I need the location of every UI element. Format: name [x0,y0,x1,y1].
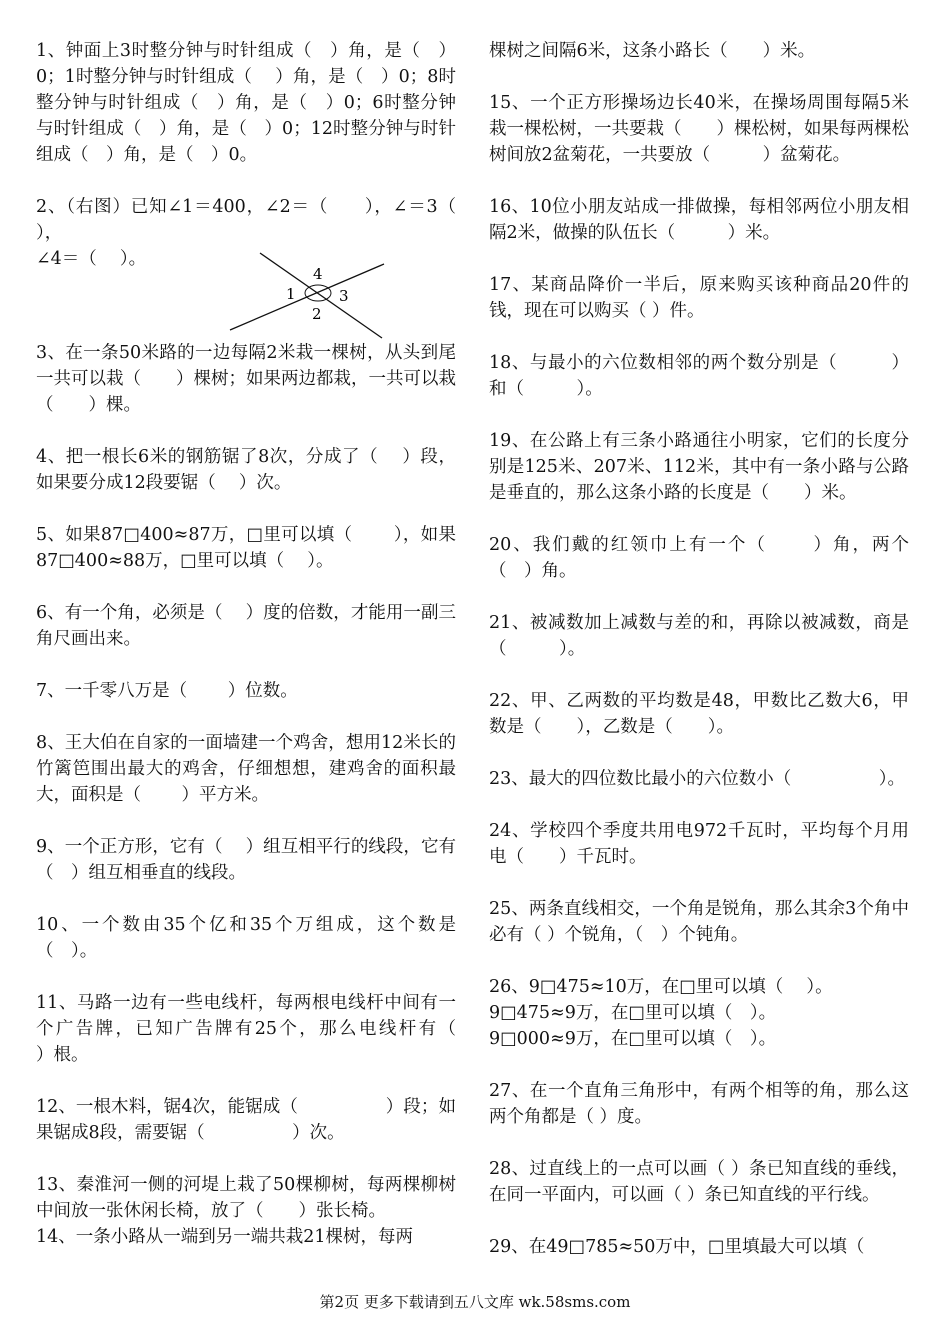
question-2-continued: ∠4＝（ ）。 [36,249,147,269]
question-28: 28、过直线上的一点可以画（ ）条已知直线的垂线，在同一平面内，可以画（ ）条已知直线的平行线。 [489,1159,909,1205]
question-4: 4、把一根长6米的钢筋锯了8次，分成了（ ）段，如果要分成12段要锯（ ）次。 [36,447,456,493]
question-26-line-3: 9□000≈9万，在□里可以填（ ）。 [489,1029,777,1049]
question-9: 9、一个正方形，它有（ ）组互相平行的线段，它有（ ）组互相垂直的线段。 [36,837,456,883]
question-13: 13、秦淮河一侧的河堤上栽了50棵柳树，每两棵柳树中间放一张休闲长椅，放了（ ）张长椅。 [36,1175,456,1221]
question-14-continued: 棵树之间隔6米，这条小路长（ ）米。 [489,41,816,61]
question-15: 15、一个正方形操场边长40米，在操场周围每隔5米栽一棵松树，一共要栽（ ）棵松树，如果每两棵松树间放2盆菊花，一共要放（ ）盆菊花。 [489,93,909,165]
question-11: 11、马路一边有一些电线杆，每两根电线杆中间有一个广告牌，已知广告牌有25个，那么电线杆有（ ）根。 [36,993,509,1065]
angle-label-1: 1 [286,285,296,303]
question-3: 3、在一条50米路的一边每隔2米栽一棵树，从头到尾一共可以栽（ ）棵树；如果两边都栽，一共可以栽（ ）棵。 [36,343,456,415]
question-18: 18、与最小的六位数相邻的两个数分别是（ ）和（ ）。 [489,353,909,399]
question-27: 27、在一个直角三角形中，有两个相等的角，那么这两个角都是（ ）度。 [489,1081,909,1127]
question-16: 16、10位小朋友站成一排做操，每相邻两位小朋友相隔2米，做操的队伍长（ ）米。 [489,197,909,243]
question-17: 17、某商品降价一半后，原来购买该种商品20件的钱，现在可以购买（ ）件。 [489,275,909,321]
question-25: 25、两条直线相交，一个角是锐角，那么其余3个角中必有（ ）个锐角，（ ）个钝角。 [489,899,909,945]
question-26: 26、9□475≈10万，在□里可以填（ ）。 [489,977,833,997]
left-column [36,38,509,1250]
question-10: 10、一个数由35个亿和35个万组成，这个数是（ ）。 [36,915,456,961]
question-6: 6、有一个角，必须是（ ）度的倍数，才能用一副三角尺画出来。 [36,603,456,649]
question-23: 23、最大的四位数比最小的六位数小（ ）。 [489,769,906,789]
page-footer: 第2页 更多下载请到五八文库 wk.58sms.com [319,1293,631,1311]
question-1: 1、钟面上3时整分钟与时针组成（ ）角，是（ ）0；1时整分钟与时针组成（ ）角，是（ ）0；8时整分钟与时针组成（ ）角，是（ ）0；6时整分钟与时针组成（ ）角，是（ ）0；12时整分钟与时针组成（ ）角，是（ ）0。 [36,41,456,165]
question-2: 2、（右图）已知∠1＝400，∠2＝（ ），∠＝3（ ）， [36,197,480,243]
question-21: 21、被减数加上减数与差的和，再除以被减数，商是（ ）。 [489,613,909,659]
question-29: 29、在49□785≈50万中，□里填最大可以填（ [489,1237,865,1257]
angle-label-4: 4 [313,265,323,283]
question-20: 20、我们戴的红领巾上有一个（ ）角，两个（ ）角。 [489,535,909,581]
angle-figure [36,248,456,340]
question-8: 8、王大伯在自家的一面墙建一个鸡舍，想用12米长的竹篱笆围出最大的鸡舍，仔细想想，建鸡舍的面积最大，面积是（ ）平方米。 [36,733,456,805]
angle-label-3: 3 [339,287,349,305]
question-12: 12、一根木料，锯4次，能锯成（ ）段；如果锯成8段，需要锯（ ）次。 [36,1097,456,1143]
question-7: 7、一千零八万是（ ）位数。 [36,681,298,701]
question-24: 24、学校四个季度共用电972千瓦时，平均每个月用电（ ）千瓦时。 [489,821,909,867]
right-column [489,38,909,1260]
question-22: 22、甲、乙两数的平均数是48，甲数比乙数大6，甲数是（ ），乙数是（ ）。 [489,691,909,737]
question-19: 19、在公路上有三条小路通往小明家，它们的长度分别是125米、207米、112米，其中有一条小路与公路是垂直的，那么这条小路的长度是（ ）米。 [489,431,909,503]
angle-label-2: 2 [312,305,322,323]
question-14: 14、一条小路从一端到另一端共栽21棵树，每两 [36,1227,414,1247]
question-26-line-2: 9□475≈9万，在□里可以填（ ）。 [489,1003,777,1023]
question-5: 5、如果87□400≈87万，□里可以填（ ），如果87□400≈88万，□里可以填（ ）。 [36,525,456,571]
